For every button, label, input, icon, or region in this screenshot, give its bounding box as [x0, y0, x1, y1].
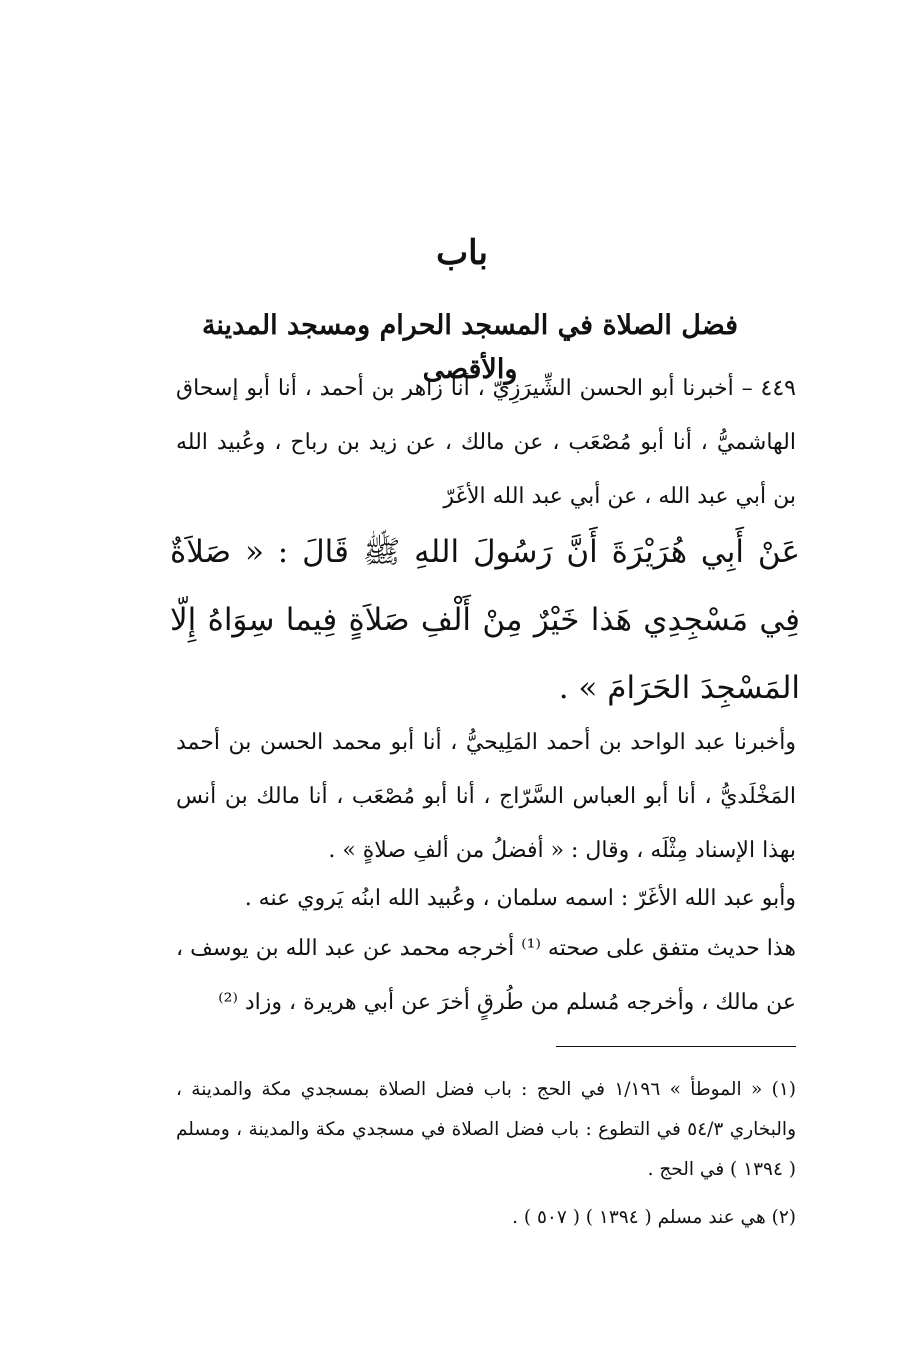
isnad-paragraph-second: وأخبرنا عبد الواحد بن أحمد المَلِيحيُّ ، أنا أبو محمد الحسن بن أحمد المَخْلَديُّ ، أنا أبو العباس السَّرّاج ، أنا أبو مُصْعَب ، أنا مالك بن أنس بهذا الإسناد مِثْلَه ، وقال : « أفضلُ من ألفِ صلاةٍ » .	[176, 730, 796, 863]
narrator-note: وأبو عبد الله الأغَرّ : اسمه سلمان ، وعُبيد الله ابنُه يَروي عنه .	[244, 886, 796, 911]
hadith-text: عَنْ أَبِي هُرَيْرَةَ أَنَّ رَسُولَ اللهِ ﷺ قَالَ : « صَلاَةٌ فِي مَسْجِدِي هَذا خَيْرٌ مِنْ أَلْفِ صَلاَةٍ فِيما سِوَاهُ إِلّا المَسْجِدَ الحَرَامَ » .	[170, 534, 800, 706]
footnote-divider	[556, 1046, 796, 1047]
takhrij-paragraph: هذا حديث متفق على صحته ⁽¹⁾ أخرجه محمد عن عبد الله بن يوسف ، عن مالك ، وأخرجه مُسلم من طُرقٍ أخرَ عن أبي هريرة ، وزاد ⁽²⁾	[176, 936, 797, 1015]
footnote-1: (١) « الموطأ » ١/١٩٦ في الحج : باب فضل الصلاة بمسجدي مكة والمدينة ، والبخاري ٥٤/٣ في التطوع : باب فضل الصلاة في مسجدي مكة والمدينة ، ومسلم ( ١٣٩٤ ) في الحج .	[176, 1079, 796, 1180]
footnote-2: (٢) هي عند مسلم ( ١٣٩٤ ) ( ٥٠٧ ) .	[512, 1207, 796, 1228]
chapter-title: باب	[436, 233, 488, 273]
isnad-paragraph-449: ٤٤٩ – أخبرنا أبو الحسن الشِّيرَزِيّ ، أنا زاهر بن أحمد ، أنا أبو إسحاق الهاشميُّ ، أنا أبو مُصْعَب ، عن مالك ، عن زيد بن رباح ، وعُبيد الله بن أبي عبد الله ، عن أبي عبد الله الأغَرّ	[176, 376, 796, 509]
chapter-subtitle: فضل الصلاة في المسجد الحرام ومسجد المدينة والأقصى	[201, 310, 739, 385]
footnotes	[176, 1070, 796, 1246]
